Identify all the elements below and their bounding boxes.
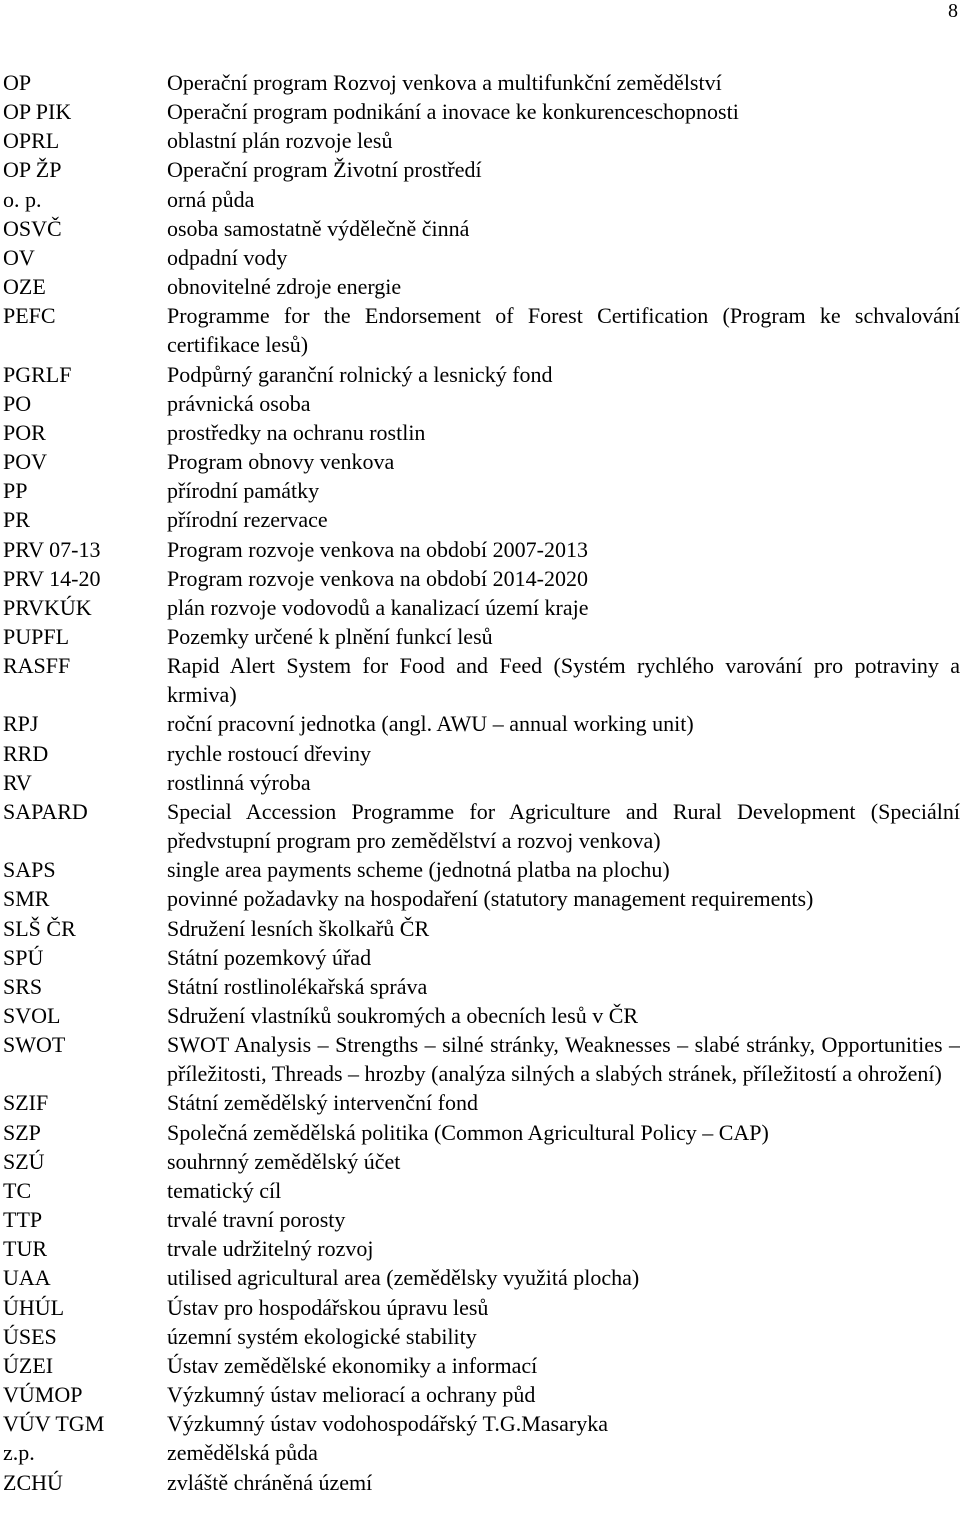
abbreviation-row (3, 1380, 960, 1409)
abbreviation-definition: prostředky na ochranu rostlin (167, 419, 426, 445)
abbreviation-term: PRV 07-13 (3, 536, 101, 562)
abbreviation-definition: Výzkumný ústav meliorací a ochrany půd (167, 1382, 536, 1408)
abbreviation-term: ÚHÚL (3, 1294, 65, 1320)
abbreviation-definition: tematický cíl (167, 1177, 282, 1203)
abbreviation-definition: odpadní vody (167, 244, 288, 270)
abbreviation-definition: oblastní plán rozvoje lesů (167, 128, 393, 154)
abbreviation-row (3, 768, 960, 797)
abbreviation-row (3, 301, 960, 359)
abbreviation-row (3, 1147, 960, 1176)
abbreviation-list (3, 68, 960, 1497)
abbreviation-definition: Výzkumný ústav vodohospodářský T.G.Masaryka (167, 1411, 608, 1437)
abbreviation-definition: povinné požadavky na hospodaření (statutory management requirements) (167, 886, 814, 912)
abbreviation-term: PRV 14-20 (3, 565, 101, 591)
abbreviation-term: VÚMOP (3, 1382, 83, 1408)
abbreviation-row (3, 651, 960, 709)
abbreviation-row (3, 564, 960, 593)
abbreviation-term: TTP (3, 1207, 43, 1233)
abbreviation-definition: obnovitelné zdroje energie (167, 274, 402, 300)
abbreviation-row (3, 243, 960, 272)
abbreviation-row (3, 855, 960, 884)
abbreviation-row (3, 739, 960, 768)
abbreviation-term: SVOL (3, 1003, 61, 1028)
abbreviation-definition: Sdružení vlastníků soukromých a obecních lesů v ČR (167, 1003, 639, 1028)
abbreviation-row (3, 1351, 960, 1380)
abbreviation-row (3, 1409, 960, 1438)
abbreviation-term: RPJ (3, 711, 39, 737)
abbreviation-definition: Státní zemědělský intervenční fond (167, 1090, 478, 1116)
abbreviation-term: PO (3, 390, 32, 416)
abbreviation-term: SRS (3, 973, 43, 999)
abbreviation-term: PEFC (3, 303, 56, 329)
abbreviation-term: OV (3, 244, 35, 270)
abbreviation-row (3, 1322, 960, 1351)
abbreviation-definition: Programme for the Endorsement of Forest Certification (Program ke schvalování certifikace lesů) (167, 303, 960, 358)
abbreviation-definition: single area payments scheme (jednotná platba na plochu) (167, 857, 670, 883)
abbreviation-row (3, 884, 960, 913)
abbreviation-row (3, 535, 960, 564)
abbreviation-definition: přírodní památky (167, 478, 320, 504)
abbreviation-term: ZCHÚ (3, 1469, 63, 1495)
abbreviation-term: PGRLF (3, 361, 72, 387)
abbreviation-definition: utilised agricultural area (zemědělsky využitá plocha) (167, 1265, 640, 1291)
abbreviation-row (3, 272, 960, 301)
abbreviation-row (3, 797, 960, 855)
abbreviation-row (3, 943, 960, 972)
abbreviation-term: OZE (3, 274, 46, 300)
abbreviation-definition: Ústav pro hospodářskou úpravu lesů (167, 1294, 489, 1320)
abbreviation-row (3, 1468, 960, 1497)
abbreviation-definition: Special Accession Programme for Agriculture and Rural Development (Speciální předvstupní program pro zemědělství a rozvoj venkova) (167, 798, 960, 854)
abbreviation-row (3, 1001, 960, 1030)
abbreviation-definition: souhrnný zemědělský účet (167, 1148, 401, 1174)
abbreviation-row (3, 1234, 960, 1263)
abbreviation-term: PRVKÚK (3, 594, 92, 620)
abbreviation-row (3, 709, 960, 738)
abbreviation-row (3, 505, 960, 534)
abbreviation-term: VÚV TGM (3, 1411, 105, 1437)
abbreviation-row (3, 418, 960, 447)
abbreviation-row (3, 389, 960, 418)
abbreviation-definition: zvláště chráněná území (167, 1469, 373, 1495)
abbreviation-definition: roční pracovní jednotka (angl. AWU – annual working unit) (167, 711, 694, 737)
abbreviation-definition: SWOT Analysis – Strengths – silné stránky, Weaknesses – slabé stránky, Opportunities – příležitosti, Threads – hrozby (analýza silných a slabých stránek, příležitostí a ohrožení) (167, 1032, 960, 1087)
abbreviation-definition: Státní pozemkový úřad (167, 944, 372, 970)
abbreviation-definition: Operační program Rozvoj venkova a multifunkční zemědělství (167, 70, 722, 95)
abbreviation-term: PUPFL (3, 623, 70, 649)
abbreviation-row (3, 1118, 960, 1147)
abbreviation-row (3, 214, 960, 243)
abbreviation-term: o. p. (3, 186, 42, 212)
abbreviation-term: POR (3, 419, 46, 445)
abbreviation-term: RRD (3, 740, 49, 766)
abbreviation-row (3, 1293, 960, 1322)
abbreviation-definition: Ústav zemědělské ekonomiky a informací (167, 1352, 538, 1378)
abbreviation-term: SZÚ (3, 1148, 45, 1174)
abbreviation-row (3, 476, 960, 505)
abbreviation-definition: Program rozvoje venkova na období 2014-2020 (167, 565, 588, 591)
abbreviation-term: RV (3, 769, 32, 795)
abbreviation-term: SZIF (3, 1090, 49, 1116)
abbreviation-definition: zemědělská půda (167, 1440, 318, 1466)
abbreviation-term: SLŠ ČR (3, 915, 76, 941)
abbreviation-definition: Program obnovy venkova (167, 449, 395, 475)
abbreviation-term: SPÚ (3, 944, 44, 970)
abbreviation-row (3, 972, 960, 1001)
abbreviation-definition: právnická osoba (167, 390, 311, 416)
abbreviation-term: OP (3, 70, 32, 95)
page-number: 8 (948, 0, 958, 22)
abbreviation-definition: osoba samostatně výdělečně činná (167, 215, 470, 241)
abbreviation-term: PR (3, 507, 30, 533)
abbreviation-definition: přírodní rezervace (167, 507, 328, 533)
abbreviation-definition: Rapid Alert System for Food and Feed (Systém rychlého varování pro potraviny a krmiva) (167, 653, 960, 708)
abbreviation-term: SWOT (3, 1032, 66, 1058)
abbreviation-term: SZP (3, 1119, 41, 1145)
abbreviation-row (3, 1438, 960, 1467)
abbreviation-definition: Program rozvoje venkova na období 2007-2013 (167, 536, 588, 562)
abbreviation-definition: rychle rostoucí dřeviny (167, 740, 372, 766)
abbreviation-term: TC (3, 1177, 32, 1203)
abbreviation-row (3, 68, 960, 97)
abbreviation-term: ÚZEI (3, 1352, 54, 1378)
abbreviation-term: OPRL (3, 128, 60, 154)
abbreviation-row (3, 1176, 960, 1205)
abbreviation-row (3, 126, 960, 155)
abbreviation-term: ÚSES (3, 1323, 57, 1349)
abbreviation-term: PP (3, 478, 28, 504)
abbreviation-row (3, 155, 960, 184)
abbreviation-term: OP ŽP (3, 157, 62, 183)
abbreviation-term: SMR (3, 886, 50, 912)
abbreviation-definition: Operační program podnikání a inovace ke konkurenceschopnosti (167, 99, 739, 125)
abbreviation-definition: trvalé travní porosty (167, 1207, 346, 1233)
abbreviation-definition: Státní rostlinolékařská správa (167, 973, 428, 999)
abbreviation-row (3, 97, 960, 126)
abbreviation-row (3, 360, 960, 389)
abbreviation-definition: orná půda (167, 186, 255, 212)
abbreviation-term: SAPS (3, 857, 56, 883)
abbreviation-definition: Operační program Životní prostředí (167, 157, 482, 183)
abbreviation-definition: Pozemky určené k plnění funkcí lesů (167, 623, 493, 649)
abbreviation-row (3, 1205, 960, 1234)
abbreviation-row (3, 185, 960, 214)
abbreviation-row (3, 593, 960, 622)
abbreviation-row (3, 1030, 960, 1088)
abbreviation-term: POV (3, 449, 48, 475)
abbreviation-definition: Společná zemědělská politika (Common Agricultural Policy – CAP) (167, 1119, 769, 1145)
abbreviation-row (3, 914, 960, 943)
abbreviation-term: UAA (3, 1265, 51, 1291)
abbreviation-row (3, 1088, 960, 1117)
abbreviation-definition: Podpůrný garanční rolnický a lesnický fond (167, 361, 553, 387)
abbreviation-definition: Sdružení lesních školkařů ČR (167, 915, 430, 941)
abbreviation-row (3, 447, 960, 476)
abbreviation-row (3, 1263, 960, 1292)
abbreviation-term: OP PIK (3, 99, 72, 125)
abbreviation-term: z.p. (3, 1440, 35, 1466)
abbreviation-definition: rostlinná výroba (167, 769, 311, 795)
abbreviation-term: OSVČ (3, 215, 62, 241)
abbreviation-term: RASFF (3, 653, 71, 679)
abbreviation-definition: trvale udržitelný rozvoj (167, 1236, 374, 1262)
abbreviation-term: SAPARD (3, 798, 88, 824)
abbreviation-term: TUR (3, 1236, 47, 1262)
abbreviation-row (3, 622, 960, 651)
abbreviation-definition: plán rozvoje vodovodů a kanalizací území kraje (167, 594, 589, 620)
abbreviation-definition: územní systém ekologické stability (167, 1323, 477, 1349)
